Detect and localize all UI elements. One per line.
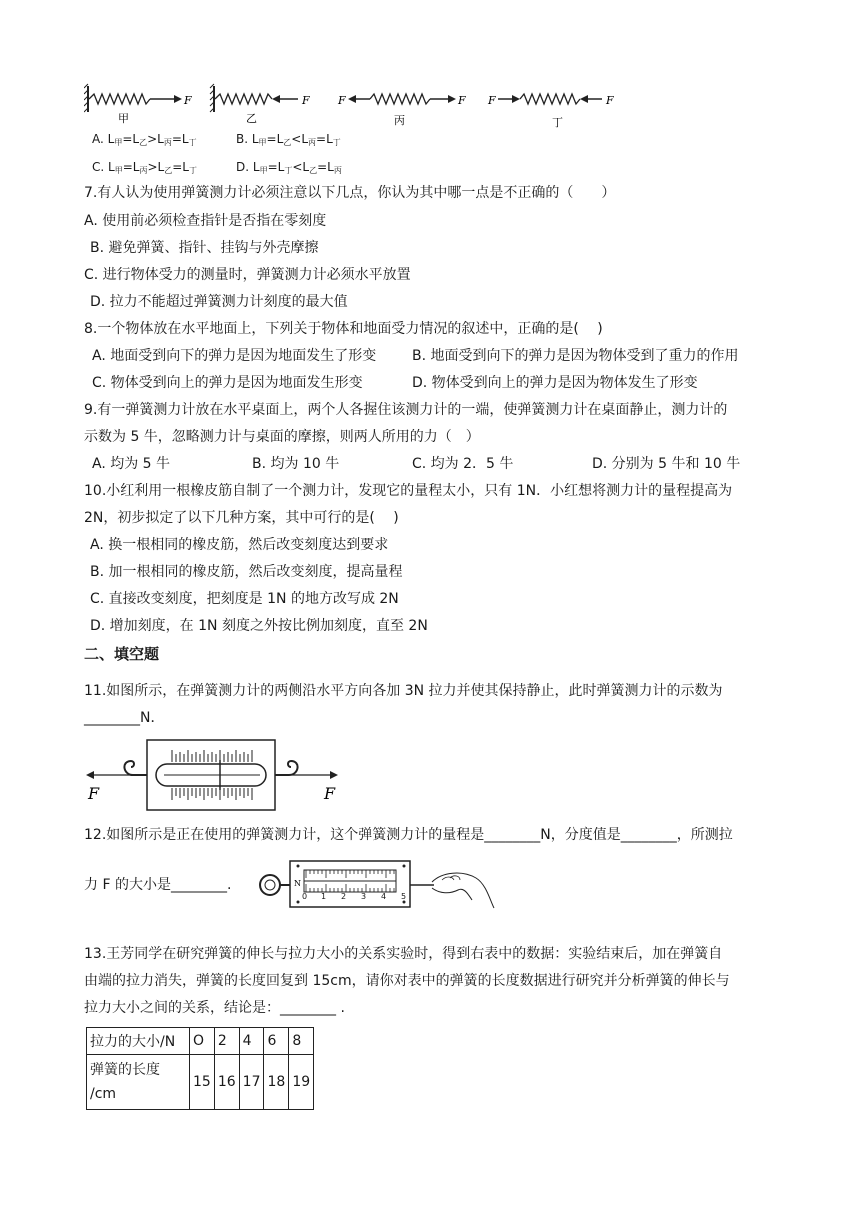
svg-text:F: F	[184, 94, 192, 107]
q9-option-b: B. 均为 10 牛	[252, 456, 340, 472]
q6-b-sub: 甲	[258, 138, 267, 147]
svg-text:F: F	[338, 94, 346, 107]
q6-d-text: <L	[292, 160, 310, 174]
q6-b-text: <L	[291, 132, 309, 146]
q6-d-sub: 乙	[309, 166, 318, 175]
q8-option-b: B. 地面受到向下的弹力是因为物体受到了重力的作用	[412, 348, 739, 364]
tick-label: 0	[302, 892, 308, 901]
q6-a-sub: 丁	[188, 138, 197, 147]
spring-data-table	[86, 1027, 314, 1110]
q10-option-b: B. 加一根相同的橡皮筋，然后改变刻度，提高量程	[90, 564, 403, 580]
table-cell	[87, 1055, 190, 1110]
svg-text:F: F	[458, 94, 466, 107]
q6-d-text: =L	[267, 160, 285, 174]
q6-option-b	[236, 132, 341, 148]
q6-c-sub: 丁	[188, 166, 197, 175]
q7-option-c: C. 进行物体受力的测量时，弹簧测力计必须水平放置	[84, 267, 411, 283]
tick-label: 2	[341, 892, 347, 901]
section-heading: 二、填空题	[84, 645, 160, 663]
svg-text:F: F	[302, 94, 310, 107]
q6-d-sub: 丁	[284, 166, 293, 175]
table-cell: O	[190, 1028, 215, 1055]
svg-text:F: F	[88, 784, 100, 803]
q6-option-a	[92, 132, 197, 148]
q12-stem-line1: 12.如图所示是正在使用的弹簧测力计，这个弹簧测力计的量程是________N，分度值是________，所测拉	[84, 827, 733, 843]
q8-option-c: C. 物体受到向上的弹力是因为地面发生形变	[92, 375, 363, 391]
springs-figure	[84, 82, 624, 130]
table-cell: 拉力的大小/N	[87, 1028, 190, 1055]
q6-a-text: >L	[147, 132, 164, 146]
tick-label: 1	[321, 892, 327, 901]
q10-option-c: C. 直接改变刻度，把刻度是 1N 的地方改写成 2N	[90, 591, 399, 607]
q11-stem-line1: 11.如图所示，在弹簧测力计的两侧沿水平方向各加 3N 拉力并使其保持静止，此时弹簧测力计的示数为	[84, 683, 723, 699]
svg-text:丁: 丁	[552, 116, 563, 129]
q6-d-sub: 丙	[333, 166, 342, 175]
q6-b-text: =L	[316, 132, 333, 146]
tick-label: 4	[381, 892, 387, 901]
q6-a-sub: 丙	[163, 138, 172, 147]
q10-stem-line1: 10.小红利用一根橡皮筋自制了一个测力计，发现它的量程太小，只有 1N．小红想将测力计的量程提高为	[84, 483, 733, 499]
q9-option-d: D. 分别为 5 牛和 10 牛	[592, 456, 741, 472]
table-cell: 2	[214, 1028, 239, 1055]
q9-stem-line2: 示数为 5 牛，忽略测力计与桌面的摩擦，则两人所用的力（ ）	[84, 429, 480, 445]
table-row	[87, 1028, 314, 1055]
spring-ding	[487, 94, 614, 129]
q6-a-text: A. L	[92, 132, 115, 146]
q12-stem-line2: 力 F 的大小是________.	[84, 877, 232, 893]
q6-a-sub: 甲	[114, 138, 123, 147]
table-row	[87, 1055, 314, 1110]
tick-label: 3	[361, 892, 367, 901]
spring-scale-figure-11	[84, 736, 354, 814]
q9-option-c: C. 均为 2．5 牛	[412, 456, 514, 472]
q6-b-sub: 丁	[332, 138, 341, 147]
q8-option-d: D. 物体受到向上的弹力是因为物体发生了形变	[412, 375, 698, 391]
table-cell: 16	[214, 1055, 239, 1110]
table-cell: 17	[239, 1055, 264, 1110]
q6-b-text: B. L	[236, 132, 259, 146]
q10-stem-line2: 2N，初步拟定了以下几种方案，其中可行的是( )	[84, 510, 399, 526]
q7-option-a: A. 使用前必须检查指针是否指在零刻度	[84, 213, 327, 229]
q6-a-text: =L	[171, 132, 189, 146]
q6-c-text: C. L	[92, 160, 115, 174]
svg-text:F: F	[606, 94, 614, 107]
q6-c-text: >L	[147, 160, 165, 174]
q6-a-sub: 乙	[139, 138, 148, 147]
q6-c-sub: 甲	[114, 166, 123, 175]
spring-bing	[337, 94, 466, 127]
q6-d-sub: 甲	[259, 166, 268, 175]
svg-text:甲: 甲	[118, 112, 129, 125]
q10-option-a: A. 换一根相同的橡皮筋，然后改变刻度达到要求	[90, 537, 389, 553]
q6-c-sub: 丙	[139, 166, 148, 175]
table-header-line: /cm	[90, 1086, 117, 1102]
q8-stem: 8.一个物体放在水平地面上，下列关于物体和地面受力情况的叙述中，正确的是( )	[84, 321, 603, 337]
table-cell: 4	[239, 1028, 264, 1055]
table-cell: 6	[264, 1028, 289, 1055]
svg-text:N: N	[294, 879, 301, 888]
q7-stem: 7.有人认为使用弹簧测力计必须注意以下几点，你认为其中哪一点是不正确的（ ）	[84, 185, 616, 201]
svg-text:F: F	[324, 784, 336, 803]
table-cell: 19	[289, 1055, 314, 1110]
spring-jia	[84, 84, 192, 125]
q11-stem-line2: ________N．	[84, 710, 165, 726]
q6-option-c	[92, 160, 197, 176]
table-header-line: 弹簧的长度	[90, 1062, 160, 1078]
svg-text:F: F	[488, 94, 496, 107]
q6-a-text: =L	[122, 132, 140, 146]
q9-option-a: A. 均为 5 牛	[92, 456, 171, 472]
table-cell: 15	[190, 1055, 215, 1110]
q6-d-text: =L	[317, 160, 334, 174]
spring-scale-figure-12	[256, 856, 496, 914]
q9-stem-line1: 9.有一弹簧测力计放在水平桌面上，两个人各握住该测力计的一端，使弹簧测力计在桌面静止，测力计的	[84, 402, 728, 418]
table-cell: 8	[289, 1028, 314, 1055]
q6-b-sub: 乙	[283, 138, 292, 147]
q10-option-d: D. 增加刻度，在 1N 刻度之外按比例加刻度，直至 2N	[90, 618, 428, 634]
svg-text:乙: 乙	[246, 112, 257, 125]
q8-option-a: A. 地面受到向下的弹力是因为地面发生了形变	[92, 348, 377, 364]
table-cell: 18	[264, 1055, 289, 1110]
svg-text:丙: 丙	[394, 114, 405, 127]
q6-c-text: =L	[122, 160, 140, 174]
q6-d-text: D. L	[236, 160, 260, 174]
q6-option-d	[236, 160, 342, 176]
q7-option-d: D. 拉力不能超过弹簧测力计刻度的最大值	[90, 294, 348, 310]
spring-yi	[210, 84, 310, 125]
q6-b-sub: 丙	[308, 138, 317, 147]
q6-b-text: =L	[266, 132, 284, 146]
q7-option-b: B. 避免弹簧、指针、挂钩与外壳摩擦	[90, 240, 319, 256]
q13-stem-line3: 拉力大小之间的关系，结论是：________ .	[84, 1000, 345, 1016]
q13-stem-line2: 由端的拉力消失，弹簧的长度回复到 15cm，请你对表中的弹簧的长度数据进行研究并分析弹簧的伸长与	[84, 973, 730, 989]
q6-c-text: =L	[172, 160, 189, 174]
tick-label: 5	[401, 892, 407, 901]
q6-c-sub: 乙	[164, 166, 173, 175]
q13-stem-line1: 13.王芳同学在研究弹簧的伸长与拉力大小的关系实验时，得到右表中的数据：实验结束后，加在弹簧自	[84, 946, 723, 962]
